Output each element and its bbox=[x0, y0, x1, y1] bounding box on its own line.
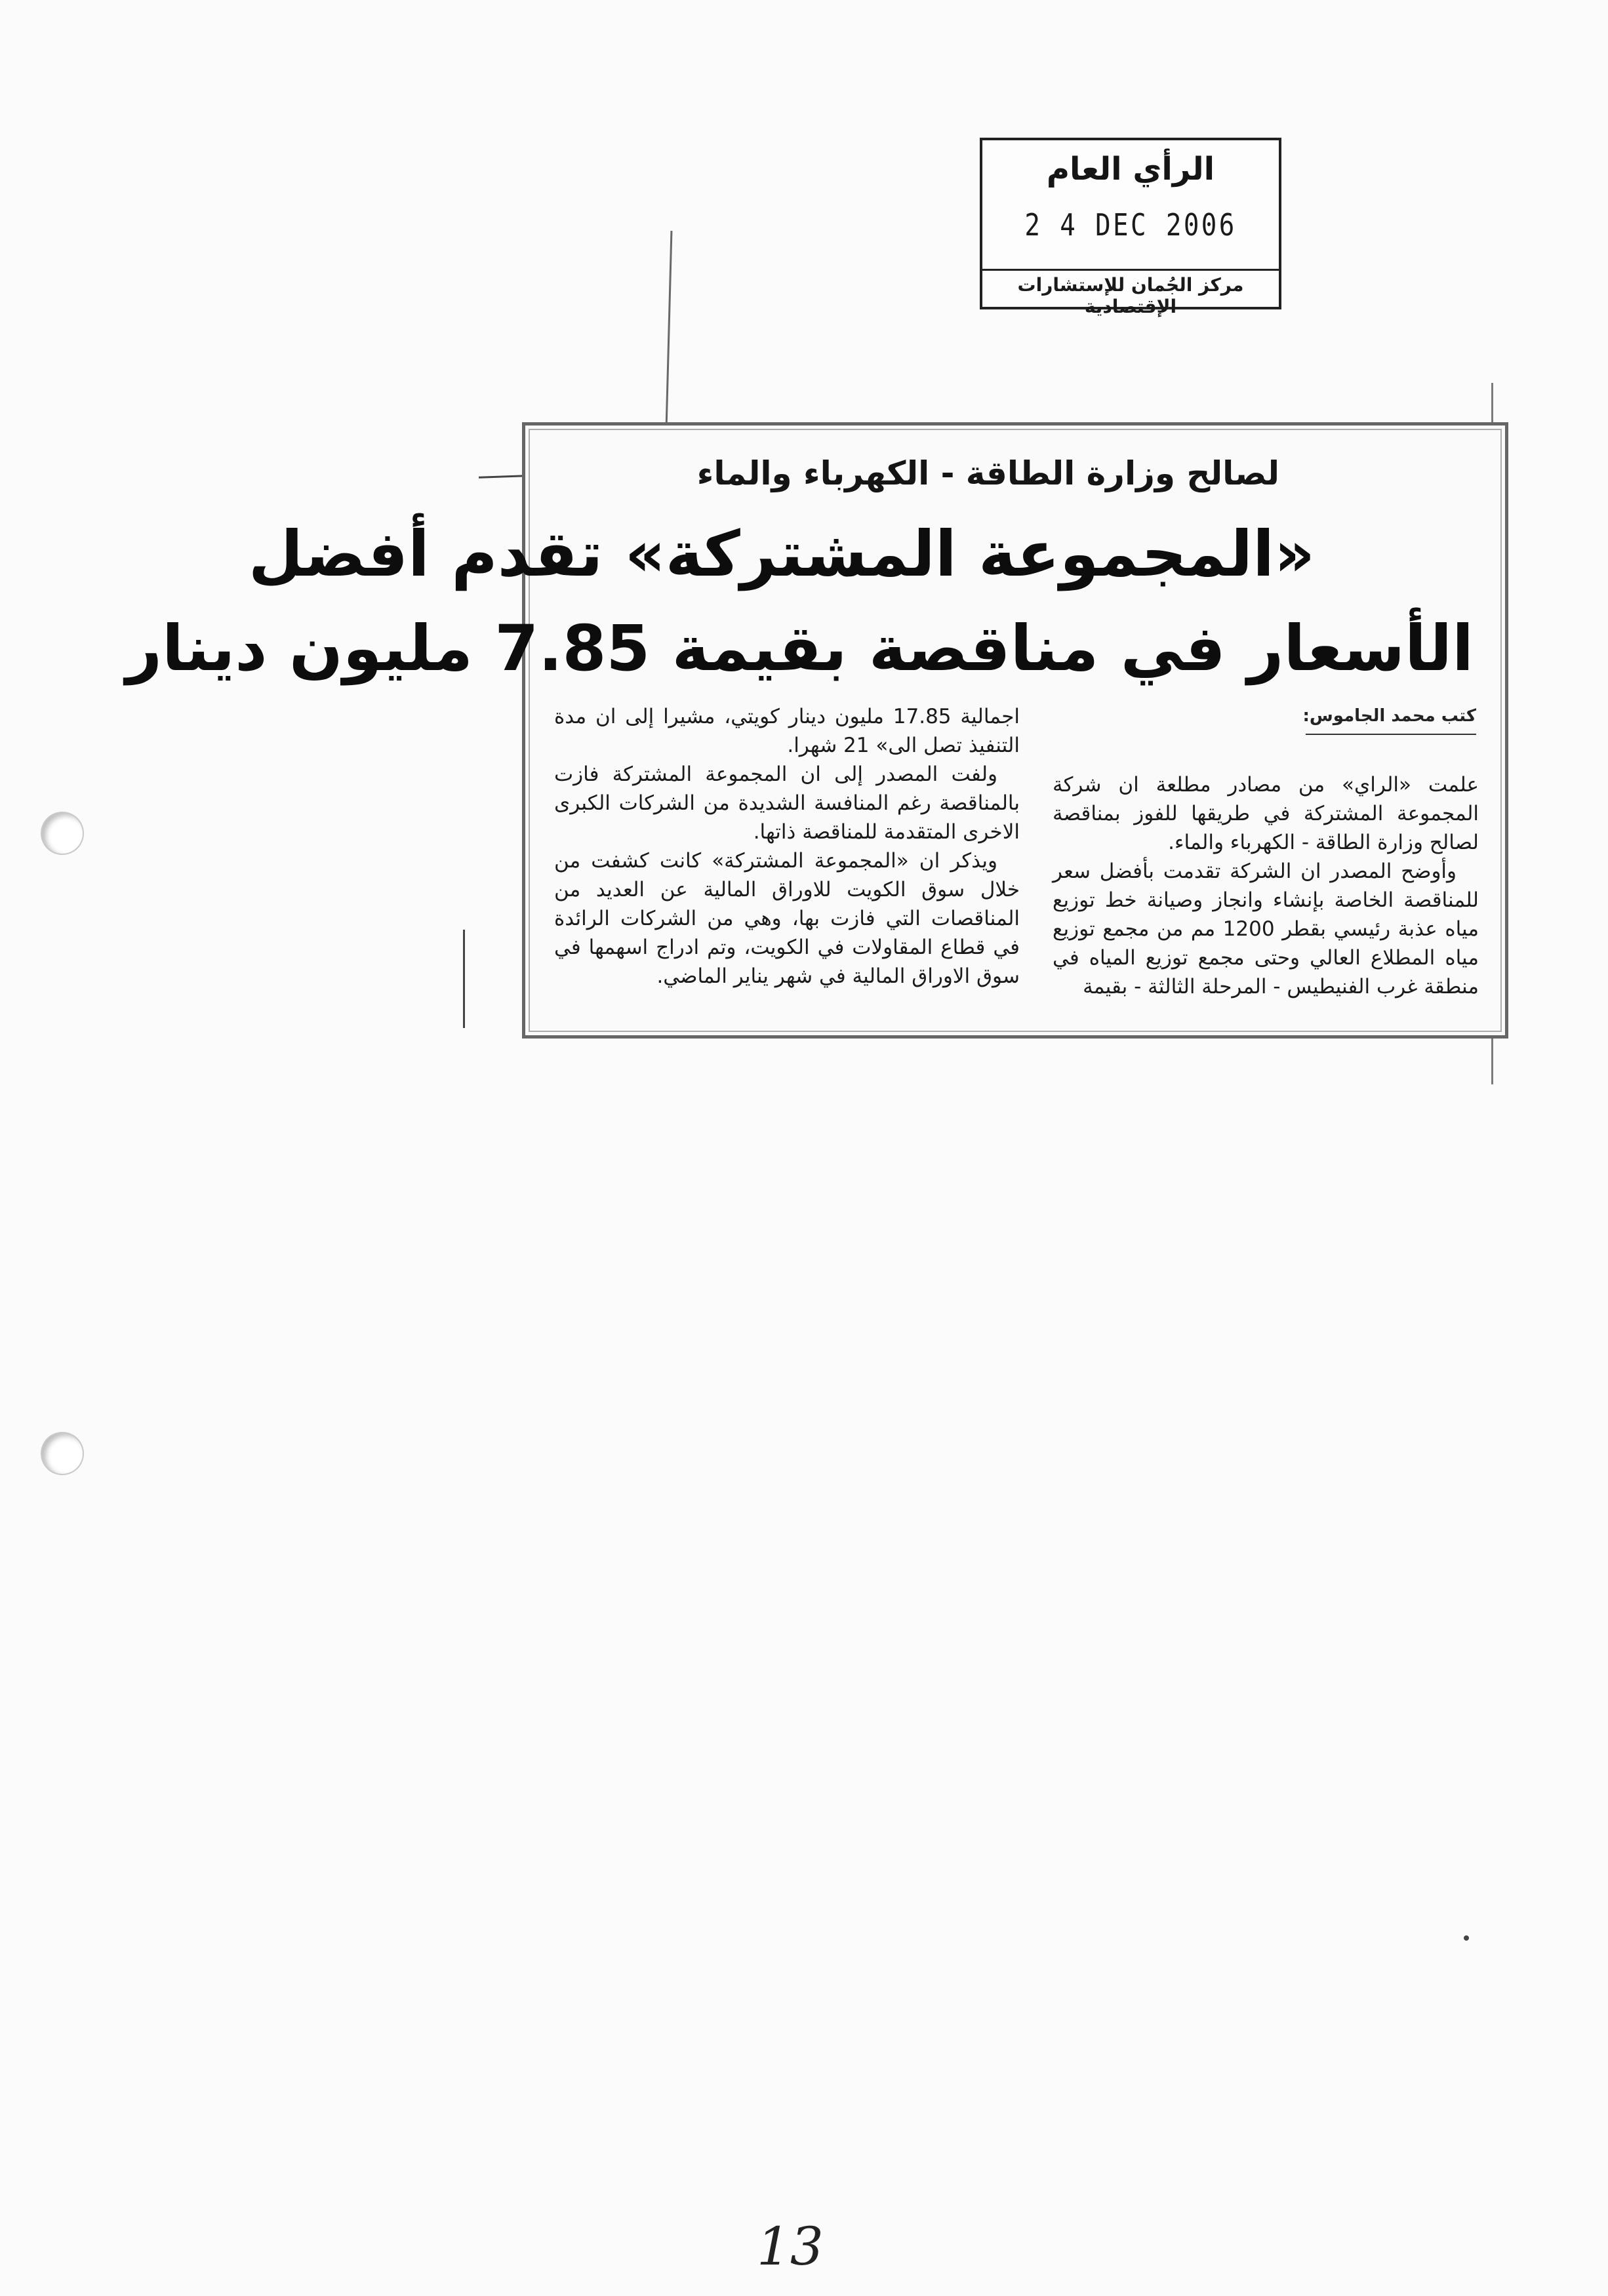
article-column-right bbox=[1053, 770, 1479, 1001]
pencil-line bbox=[665, 231, 673, 454]
paragraph: اجمالية 17.85 مليون دينار كويتي، مشيرا إلى ان مدة التنفيذ تصل الى» 21 شهرا. bbox=[554, 705, 1020, 757]
stamp-footer: مركز الجُمان للإستشارات الإقتصادية bbox=[1017, 274, 1244, 317]
paragraph: ويذكر ان «المجموعة المشتركة» كانت كشفت من خلال سوق الكويت للاوراق المالية عن العديد من المناقصات التي فازت بها، وهي من الشركات الرائدة في قطاع المقاولات في الكويت، وتم ادراج اسهمها في سوق الاوراق المالية في شهر يناير الماضي. bbox=[554, 849, 1020, 988]
article-clipping bbox=[125, 422, 1508, 1039]
stamp-date: 2 4 DEC 2006 bbox=[1024, 207, 1237, 243]
paragraph: وأوضح المصدر ان الشركة تقدمت بأفضل سعر للمناقصة الخاصة بإنشاء وانجاز وصيانة خط توزيع مياه عذبة رئيسي بقطر 1200 مم من مجمع توزيع مياه المطلاع العالي وحتى مجمع توزيع المياه في منطقة غرب الفنيطيس - المرحلة الثالثة - بقيمة bbox=[1053, 860, 1479, 999]
pencil-line bbox=[463, 930, 465, 1028]
newspaper-stamp bbox=[980, 138, 1281, 317]
article-column-left bbox=[554, 702, 1020, 991]
punch-hole bbox=[42, 813, 83, 854]
byline-rule bbox=[1306, 734, 1476, 735]
byline: كتب محمد الجاموس: bbox=[1302, 706, 1476, 726]
paragraph: علمت «الراي» من مصادر مطلعة ان شركة المجموعة المشتركة في طريقها للفوز بمناقصة لصالح وزارة الطاقة - الكهرباء والماء. bbox=[1053, 773, 1479, 854]
headline-line-2: الأسعار في مناقصة بقيمة 7.85 مليون دينار bbox=[125, 612, 1474, 685]
newspaper-name: الرأي العام bbox=[1046, 151, 1215, 188]
page-number: 13 bbox=[757, 2216, 824, 2277]
punch-hole bbox=[42, 1433, 83, 1474]
article-kicker: لصالح وزارة الطاقة - الكهرباء والماء bbox=[696, 454, 1279, 492]
paragraph: ولفت المصدر إلى ان المجموعة المشتركة فازت بالمناقصة رغم المنافسة الشديدة من الشركات الكبرى الاخرى المتقدمة للمناقصة ذاتها. bbox=[554, 762, 1020, 844]
headline-line-1: «المجموعة المشتركة» تقدم أفضل bbox=[248, 517, 1315, 591]
stamp-divider bbox=[982, 269, 1279, 271]
pencil-dot bbox=[1464, 1935, 1469, 1941]
